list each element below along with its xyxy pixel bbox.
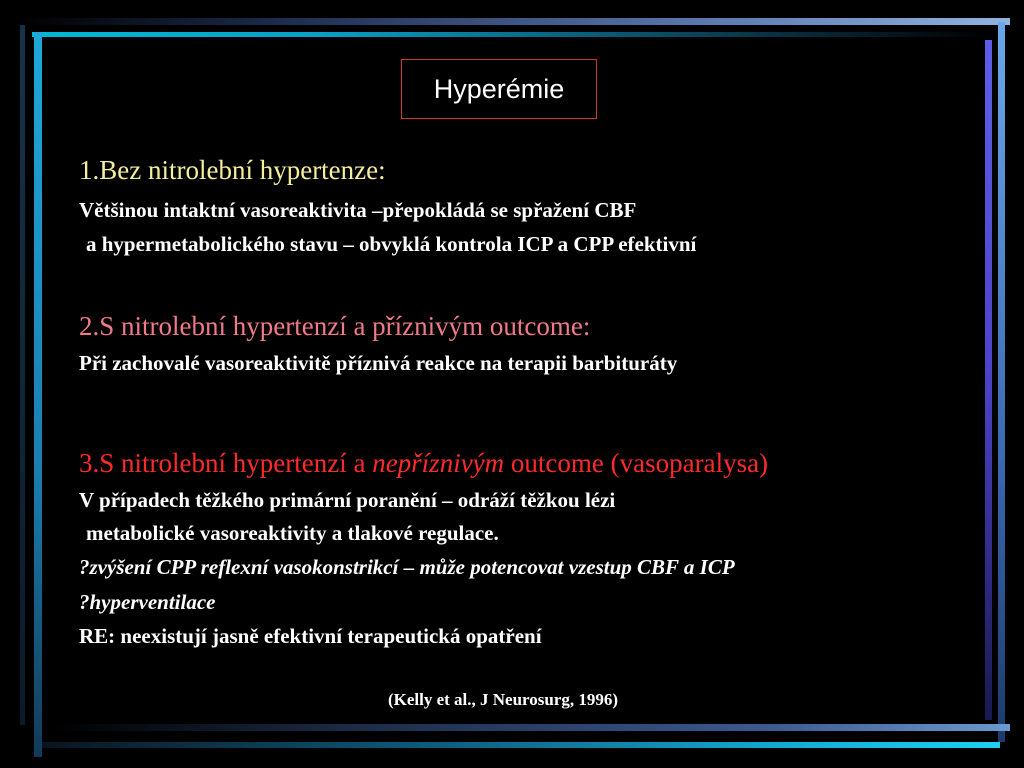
- decorative-bottom-accent-bar: [42, 742, 1000, 748]
- section1-line1: Většinou intaktní vasoreaktivita –přepokládá se spřažení CBF: [79, 198, 637, 222]
- section3-line3: ?zvýšení CPP reflexní vasokonstrikcí – může potencovat vzestup CBF a ICP: [79, 555, 735, 579]
- decorative-top-accent-bar: [32, 32, 992, 37]
- decorative-right-inner-bar: [985, 40, 992, 720]
- decorative-bottom-bar: [55, 724, 1010, 731]
- section2-heading: 2.S nitrolební hypertenzí a příznivým outcome:: [79, 311, 591, 341]
- section3-line2: metabolické vasoreaktivity a tlakové regulace.: [86, 521, 499, 545]
- section3-line1: V případech těžkého primární poranění – odráží těžkou lézi: [79, 488, 616, 512]
- decorative-right-outer-bar: [998, 22, 1005, 742]
- section3-heading-suffix: outcome (vasoparalysa): [504, 448, 769, 478]
- slide-title: Hyperémie: [401, 59, 597, 119]
- section3-heading: [79, 448, 768, 479]
- section3-line5: RE: neexistují jasně efektivní terapeutická opatření: [79, 624, 542, 648]
- decorative-left-bar: [34, 32, 42, 757]
- decorative-top-bar: [20, 18, 1010, 25]
- section3-heading-prefix: 3.S nitrolební hypertenzí a: [79, 448, 373, 478]
- section1-heading: 1.Bez nitrolební hypertenze:: [79, 155, 386, 185]
- section1-line2: a hypermetabolického stavu – obvyklá kontrola ICP a CPP efektivní: [86, 232, 697, 256]
- section3-line4: ?hyperventilace: [79, 590, 216, 614]
- section3-heading-italic: nepříznivým: [372, 448, 505, 478]
- citation: (Kelly et al., J Neurosurg, 1996): [387, 690, 619, 709]
- section2-line1: Při zachovalé vasoreaktivitě příznivá reakce na terapii barbituráty: [79, 351, 678, 375]
- decorative-left-dark-bar: [20, 25, 25, 725]
